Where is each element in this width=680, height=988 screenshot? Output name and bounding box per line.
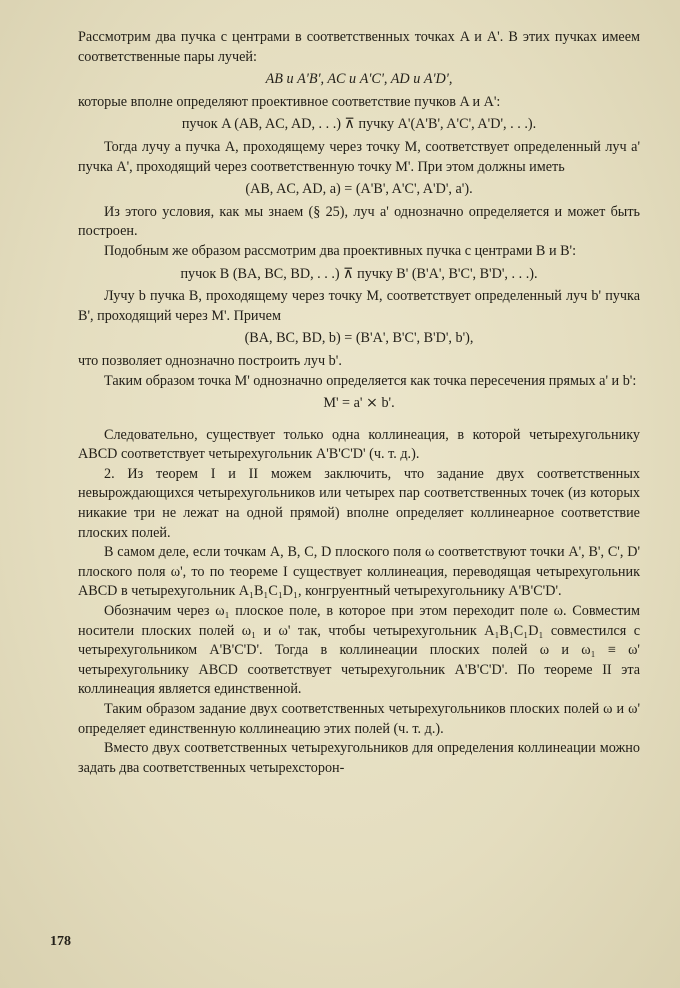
formula: M' = a' ⨯ b'. bbox=[323, 395, 395, 412]
page-text bbox=[78, 28, 640, 778]
paragraph: которые вполне определяют проективное соответствие пучков A и A': bbox=[78, 93, 501, 110]
paragraph: Следовательно, существует только одна коллинеация, в которой четырехугольнику ABCD соответствует четырехугольник A'B'C'D' (ч. т. д.). bbox=[78, 426, 640, 463]
formula: (AB, AC, AD, a) = (A'B', A'C', A'D', a'). bbox=[245, 181, 473, 198]
paragraph: Из этого условия, как мы знаем (§ 25), луч a' однозначно определяется и может быть построен. bbox=[78, 203, 640, 240]
paragraph: Таким образом задание двух соответственных четырехугольников плоских полей ω и ω' определяет единственную коллинеацию этих полей (ч. т. д.). bbox=[78, 701, 640, 737]
paragraph: Вместо двух соответственных четырехугольников для определения коллинеации можно задать два соответственных четырехсторон- bbox=[78, 740, 640, 776]
paragraph: что позволяет однозначно построить луч b'. bbox=[78, 352, 342, 369]
paragraph: Рассмотрим два пучка с центрами в соответственных точках A и A'. В этих пучках имеем соответственные пары лучей: bbox=[78, 29, 640, 65]
paragraph: Подобным же образом рассмотрим два проективных пучка с центрами B и B': bbox=[104, 242, 577, 259]
paragraph: 2. Из теорем I и II можем заключить, что задание двух соответственных невырождающихся четырехугольников или четырех пар соответственных точек (из которых никакие три не лежат на одной прямой) вполне определяет коллинеарное соответствие плоских полей. bbox=[78, 465, 640, 541]
formula: (BA, BC, BD, b) = (B'A', B'C', B'D', b'), bbox=[244, 330, 474, 347]
formula: пучок B (BA, BC, BD, . . .) ⊼ пучку B' (B'A', B'C', B'D', . . .). bbox=[180, 265, 538, 282]
paragraph: Тогда лучу a пучка A, проходящему через точку M, соответствует определенный луч a' пучка A', проходящий через соответственную точку M'. При этом должны иметь bbox=[78, 138, 640, 175]
paragraph: Лучу b пучка B, проходящему через точку M, соответствует определенный луч b' пучка B', проходящий через M'. Причем bbox=[78, 288, 640, 324]
page-number: 178 bbox=[50, 934, 71, 949]
paragraph: Обозначим через ω₁ плоское поле, в которое при этом переходит поле ω. Совместим носители плоских полей ω₁ и ω' так, чтобы четырехугольник A₁B₁C₁D₁ совместился с четырехугольником A'B'C'D'. Тогда в коллинеации плоских полей ω и ω₁ ≡ ω' четырехугольнику ABCD соответствует четырехугольник A'B'C'D'. По теореме II эта коллинеация является единственной. bbox=[78, 603, 640, 698]
formula: пучок A (AB, AC, AD, . . .) ⊼ пучку A'(A'B', A'C', A'D', . . .). bbox=[181, 116, 537, 133]
paragraph: Таким образом точка M' однозначно определяется как точка пересечения прямых a' и b': bbox=[104, 372, 637, 389]
formula: AB и A'B', AC и A'C', AD и A'D', bbox=[265, 71, 453, 88]
paragraph: В самом деле, если точкам A, B, C, D плоского поля ω соответствуют точки A', B', C', D' плоского поля ω', то по теореме I существует коллинеация, переводящая четырехугольник ABCD в четырехугольник A₁B₁C₁D₁, конгруентный четырехугольнику A'B'C'D'. bbox=[78, 544, 640, 600]
